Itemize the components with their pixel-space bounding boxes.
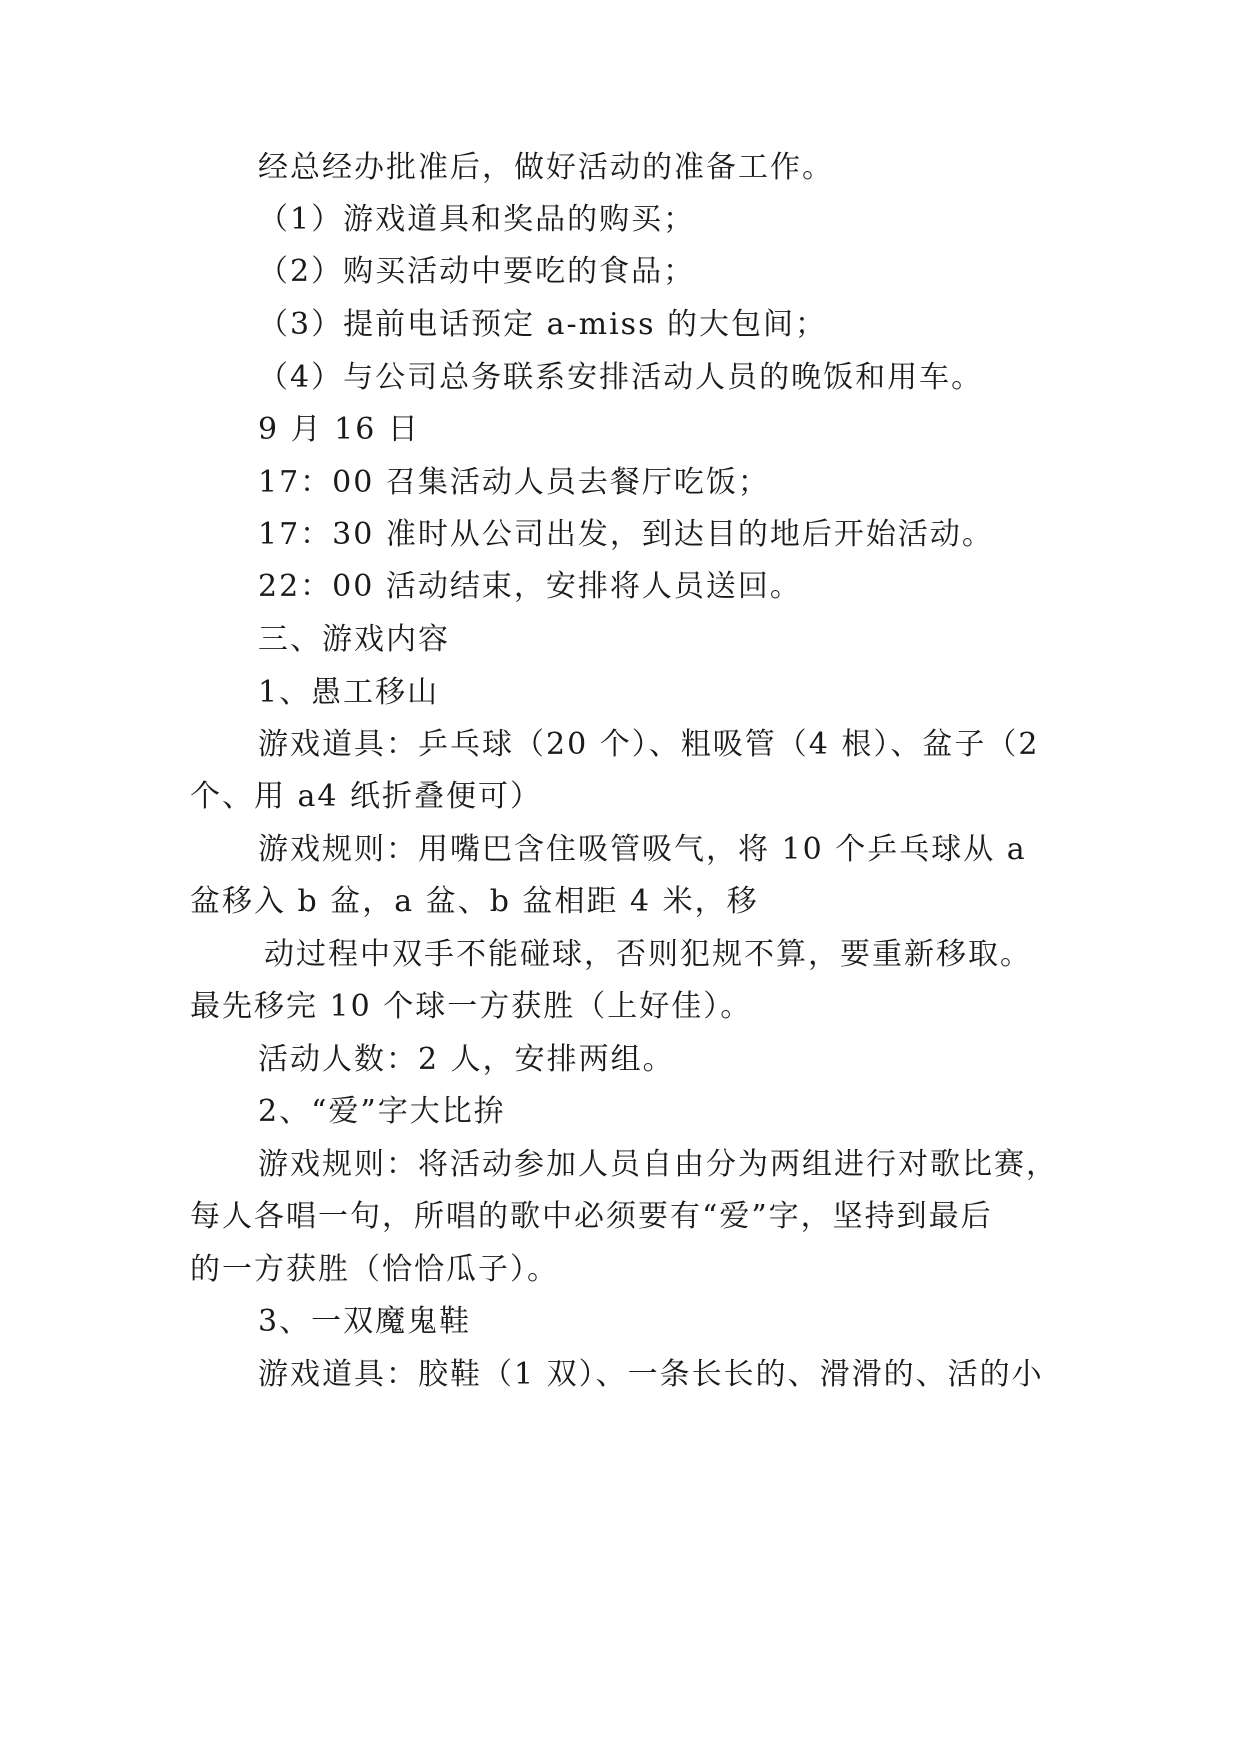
text-line: 最先移完 10 个球一方获胜（上好佳）。	[190, 989, 753, 1024]
date-heading: 9 月 16 日	[258, 412, 420, 447]
text-line: 游戏规则：用嘴巴含住吸管吸气，将 10 个乒乓球从 a	[258, 832, 1027, 867]
text-line: 游戏规则：将活动参加人员自由分为两组进行对歌比赛，	[258, 1147, 1058, 1182]
text-line: 动过程中双手不能碰球，否则犯规不算，要重新移取。	[264, 937, 1032, 972]
game-title: 2、“爱”字大比拚	[258, 1094, 506, 1129]
text-line: 的一方获胜（恰恰瓜子）。	[190, 1252, 559, 1287]
game-title: 1、愚工移山	[258, 675, 440, 710]
text-line: 游戏道具：胶鞋（1 双）、一条长长的、滑滑的、活的小	[258, 1357, 1044, 1392]
text-line: 盆移入 b 盆，a 盆、b 盆相距 4 米，移	[190, 884, 759, 919]
text-line: 游戏道具：乒乓球（20 个）、粗吸管（4 根）、盆子（2	[258, 727, 1040, 762]
text-line: 每人各唱一句，所唱的歌中必须要有“爱”字，坚持到最后	[190, 1199, 993, 1234]
game-title: 3、一双魔鬼鞋	[258, 1304, 472, 1339]
list-item: （1）游戏道具和奖品的购买；	[258, 202, 696, 237]
text-line: 活动人数：2 人，安排两组。	[258, 1042, 675, 1077]
text-line: 个、用 a4 纸折叠便可）	[190, 779, 543, 814]
list-item: （4）与公司总务联系安排活动人员的晚饭和用车。	[258, 360, 984, 395]
list-item: （3）提前电话预定 a-miss 的大包间；	[258, 307, 828, 342]
schedule-item: 22：00 活动结束，安排将人员送回。	[258, 569, 802, 604]
schedule-item: 17：30 准时从公司出发，到达目的地后开始活动。	[258, 517, 994, 552]
list-item: （2）购买活动中要吃的食品；	[258, 254, 696, 289]
text-line: 经总经办批准后，做好活动的准备工作。	[258, 150, 834, 185]
section-heading: 三、游戏内容	[258, 622, 450, 657]
schedule-item: 17：00 召集活动人员去餐厅吃饭；	[258, 465, 770, 500]
